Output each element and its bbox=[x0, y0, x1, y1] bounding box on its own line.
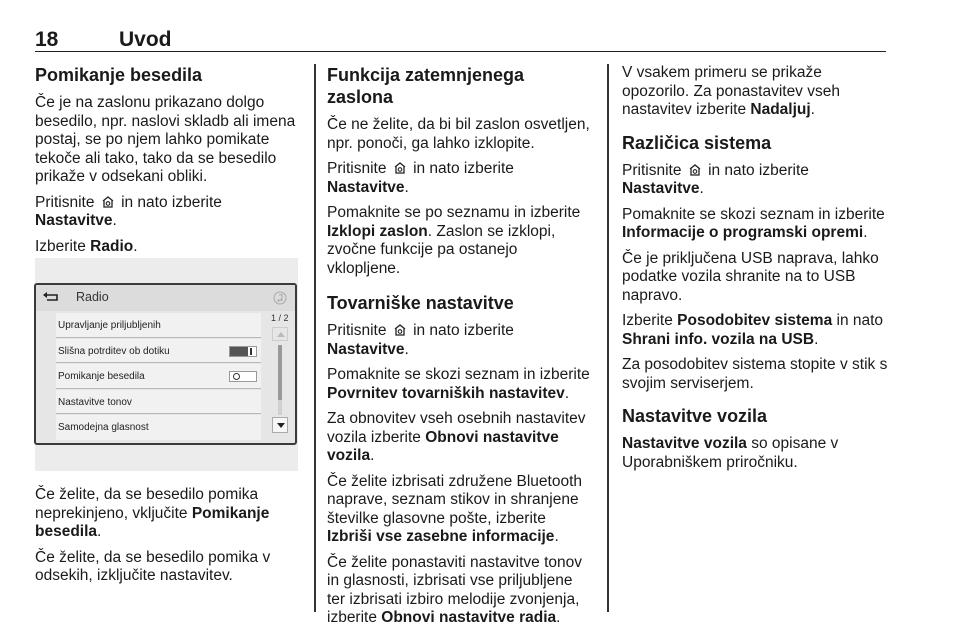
column-divider bbox=[314, 64, 316, 612]
menu-item-auto-volume[interactable]: Samodejna glasnost bbox=[56, 415, 261, 440]
section-heading: Različica sistema bbox=[622, 132, 772, 153]
home-icon bbox=[688, 163, 702, 177]
paragraph: Nastavitve vozila so opisane v Uporabniškem priročniku. bbox=[622, 435, 839, 471]
paragraph: Če je priključena USB naprava, lahko podatke vozila shranite na to USB napravo. bbox=[622, 249, 879, 304]
column-1-continued bbox=[35, 486, 301, 593]
menu-item-favourites[interactable]: Upravljanje priljubljenih bbox=[56, 313, 261, 338]
paragraph: V vsakem primeru se prikaže opozorilo. Za ponastavitev vseh nastavitev izberite Nadaljuj. bbox=[622, 64, 840, 118]
menu-item-touch-feedback[interactable]: Slišna potrditev ob dotiku bbox=[56, 339, 261, 364]
paragraph: Pritisnite in nato izberite Nastavitve. bbox=[35, 193, 222, 229]
scrollbar-thumb[interactable] bbox=[278, 345, 282, 400]
column-1 bbox=[35, 64, 301, 263]
home-icon bbox=[393, 161, 407, 175]
music-note-icon bbox=[273, 291, 287, 305]
screen-title: Radio bbox=[76, 290, 109, 304]
section-heading: Pomikanje besedila bbox=[35, 65, 203, 85]
toggle-off-switch[interactable] bbox=[229, 371, 257, 382]
paragraph: Pritisnite in nato izberite Nastavitve. bbox=[327, 322, 514, 358]
paragraph: Pomaknite se skozi seznam in izberite Informacije o programski opremi. bbox=[622, 205, 885, 241]
toggle-on-switch[interactable] bbox=[229, 346, 257, 357]
paragraph: Če želite, da se besedilo pomika v odsekih, izključite nastavitev. bbox=[35, 548, 271, 584]
paragraph: Če želite, da se besedilo pomika neprekinjeno, vključite Pomikanje besedila. bbox=[35, 486, 270, 540]
page-header bbox=[35, 28, 886, 52]
scroll-up-button[interactable] bbox=[272, 327, 288, 341]
scroll-area bbox=[271, 313, 289, 437]
paragraph: Za posodobitev sistema stopite v stik s svojim serviserjem. bbox=[622, 356, 888, 392]
section-heading: Nastavitve vozila bbox=[622, 406, 768, 426]
home-icon bbox=[101, 195, 115, 209]
back-arrow-icon bbox=[42, 291, 60, 303]
section-heading: Tovarniške nastavitve bbox=[327, 293, 514, 313]
paragraph: Če ne želite, da bi bil zaslon osvetljen, npr. ponoči, ga lahko izklopite. bbox=[327, 116, 590, 152]
column-3 bbox=[622, 64, 888, 479]
column-divider bbox=[607, 64, 609, 612]
menu-item-tone-settings[interactable]: Nastavitve tonov bbox=[56, 390, 261, 415]
scrollbar[interactable] bbox=[278, 345, 282, 415]
menu-item-text-scroll[interactable]: Pomikanje besedila bbox=[56, 364, 261, 389]
paragraph: Pritisnite in nato izberite Nastavitve. bbox=[622, 161, 809, 197]
radio-settings-screen bbox=[34, 283, 297, 445]
page-indicator: 1 / 2 bbox=[271, 313, 289, 323]
column-2 bbox=[327, 64, 593, 635]
paragraph: Za obnovitev vseh osebnih nastavitev vozila izberite Obnovi nastavitve vozila. bbox=[327, 410, 586, 464]
settings-menu-list bbox=[56, 313, 261, 441]
chapter-title: Uvod bbox=[119, 28, 172, 51]
paragraph: Pomaknite se skozi seznam in izberite Povrnitev tovarniških nastavitev. bbox=[327, 366, 590, 402]
paragraph: Izberite Posodobitev sistema in nato Shrani info. vozila na USB. bbox=[622, 312, 884, 348]
paragraph: Če je na zaslonu prikazano dolgo besedilo, npr. naslovi skladb ali imena postaj, se po njem lahko pomikate tekoče ali tako, tako da se besedilo prikaže v odsekani obliki. bbox=[35, 94, 296, 185]
page-number: 18 bbox=[35, 28, 59, 51]
scroll-down-button[interactable] bbox=[272, 417, 288, 433]
home-icon bbox=[393, 323, 407, 337]
paragraph: Če želite ponastaviti nastavitve tonov in glasnosti, izbrisati vse priljubljene ter izbrisati izbiro melodije zvonjenja, izberite Obnovi nastavitve radia. bbox=[327, 553, 583, 626]
paragraph: Izberite Radio. bbox=[35, 237, 138, 255]
paragraph: Pritisnite in nato izberite Nastavitve. bbox=[327, 160, 514, 196]
paragraph: Pomaknite se po seznamu in izberite Izklopi zaslon. Zaslon se izklopi, zvočne funkcije pa ostanejo vklopljene. bbox=[327, 204, 581, 277]
section-heading: Funkcija zatemnjenega zaslona bbox=[327, 65, 525, 107]
paragraph: Če želite izbrisati združene Bluetooth naprave, seznam stikov in shranjene številke glasovne pošte, izberite Izbriši vse zasebne informacije. bbox=[327, 472, 583, 545]
screen-header bbox=[36, 285, 295, 311]
